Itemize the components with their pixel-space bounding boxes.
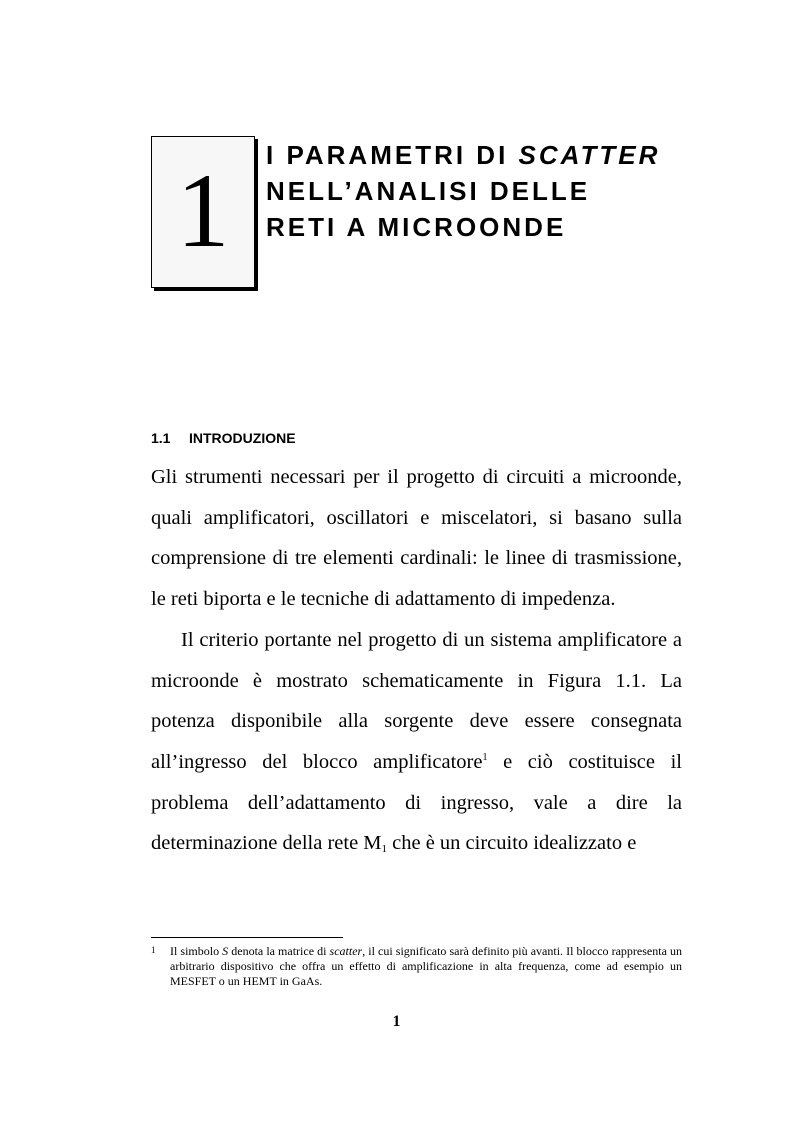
footnote-text-start: Il simbolo xyxy=(170,944,223,958)
chapter-title xyxy=(266,137,706,245)
chapter-title-line-3: RETI A MICROONDE xyxy=(266,212,567,242)
footnote-term: scatter xyxy=(329,944,363,958)
paragraph-2-text-b: e ciò costituisce il problema dell’adattamento di ingresso, vale a dire la determinazione della rete M xyxy=(151,750,683,855)
chapter-title-text: I PARAMETRI DI xyxy=(266,140,519,170)
section-title: INTRODUZIONE xyxy=(189,430,296,446)
footnote-mark: 1 xyxy=(151,945,156,955)
footnote-text-end: , il cui significato sarà definito più avanti. Il blocco rappresenta un arbitrario dispositivo che offra un effetto di amplificazione in alta frequenza, come ad esempio un MESFET o un HEMT in GaAs. xyxy=(170,944,682,988)
paragraph-1: Gli strumenti necessari per il progetto di circuiti a microonde, quali amplificatori, oscillatori e miscelatori, si basano sulla comprensione di tre elementi cardinali: le linee di trasmissione, le reti biporta e le tecniche di adattamento di impedenza. xyxy=(151,466,682,611)
footnote-reference: 1 xyxy=(482,751,488,763)
paragraph-2 xyxy=(151,620,682,864)
page-number: 1 xyxy=(392,1013,401,1030)
paragraph-2-text-a: Il criterio portante nel progetto di un sistema amplificatore a microonde è mostrato schematicamente in Figura 1.1. La potenza disponibile alla sorgente deve essere consegnata all’ingresso del blocco amplificatore xyxy=(151,628,682,773)
footnote-text xyxy=(170,944,682,989)
paragraph-2-text-c: che è un circuito idealizzato e xyxy=(387,832,637,855)
chapter-number-box xyxy=(151,136,255,288)
footnote xyxy=(151,944,682,989)
chapter-number: 1 xyxy=(176,152,230,269)
section-number: 1.1 xyxy=(151,430,171,446)
footnote-divider xyxy=(151,937,343,938)
chapter-title-line-1 xyxy=(266,137,706,173)
body-text xyxy=(151,457,682,864)
network-subscript: 1 xyxy=(381,843,388,856)
chapter-title-line-2: NELL’ANALISI DELLE xyxy=(266,176,591,206)
section-heading xyxy=(151,430,296,446)
footnote-text-mid: denota la matrice di xyxy=(228,944,330,958)
footnote-symbol: S xyxy=(222,944,229,958)
chapter-title-italic: SCATTER xyxy=(518,140,661,170)
